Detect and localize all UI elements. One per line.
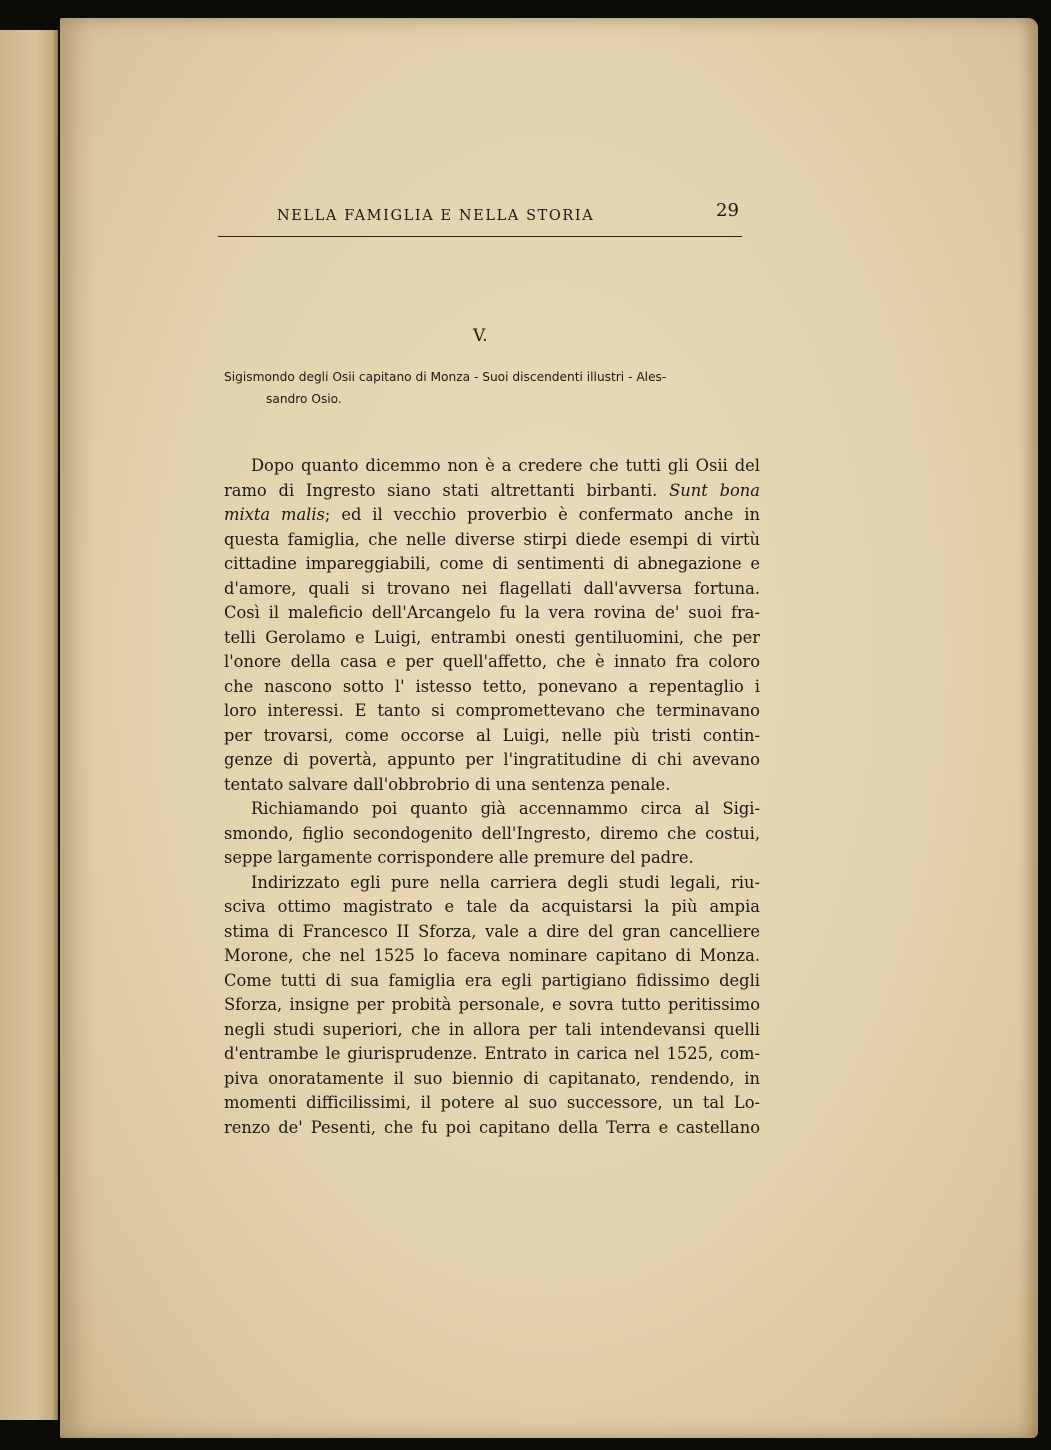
- body-text: [224, 454, 760, 1140]
- text-run: ; ed il vecchio proverbio è confermato anche in: [324, 505, 760, 524]
- text-line: che nascono sotto l' istesso tetto, ponevano a repentaglio i: [224, 676, 760, 696]
- text-line: d'amore, quali si trovano nei flagellati dall'avversa fortuna.: [224, 578, 760, 598]
- text-line: tentato salvare dall'obbrobrio di una sentenza penale.: [224, 774, 671, 794]
- text-line: Come tutti di sua famiglia era egli partigiano fidissimo degli: [224, 970, 760, 990]
- text-line: telli Gerolamo e Luigi, entrambi onesti gentiluomini, che per: [224, 627, 760, 647]
- chapter-summary-line: Sigismondo degli Osii capitano di Monza - Suoi discendenti illustri - Ales-: [224, 370, 667, 384]
- text-line: stima di Francesco II Sforza, vale a dire del gran cancelliere: [224, 921, 760, 941]
- text-line: [224, 503, 760, 528]
- text-line: Morone, che nel 1525 lo faceva nominare capitano di Monza.: [224, 946, 760, 965]
- text-line: Così il maleficio dell'Arcangelo fu la vera rovina de' suoi fra-: [224, 603, 760, 622]
- text-line: loro interessi. E tanto si compromettevano che terminavano: [224, 701, 760, 720]
- text-line: Indirizzato egli pure nella carriera degli studi legali, riu-: [251, 872, 760, 892]
- latin-phrase: mixta malis: [224, 505, 325, 524]
- text-line: seppe largamente corrispondere alle premure del padre.: [224, 848, 694, 867]
- latin-phrase: Sunt bona: [669, 480, 760, 500]
- page-edge-shadow: [1018, 18, 1038, 1438]
- left-page-edge: [0, 30, 58, 1420]
- text-line: per trovarsi, come occorse al Luigi, nelle più tristi contin-: [224, 725, 760, 745]
- header-rule: [218, 236, 742, 237]
- text-line: Richiamando poi quanto già accennammo circa al Sigi-: [251, 799, 760, 818]
- chapter-number: V.: [473, 326, 488, 346]
- text-line: renzo de' Pesenti, che fu poi capitano della Terra e castellano: [224, 1117, 760, 1137]
- running-head-title: NELLA FAMIGLIA E NELLA STORIA: [277, 208, 595, 224]
- text-line: sciva ottimo magistrato e tale da acquistarsi la più ampia: [224, 897, 760, 916]
- text-line: l'onore della casa e per quell'affetto, che è innato fra coloro: [224, 652, 760, 671]
- page-number: 29: [716, 200, 739, 221]
- text-line: momenti difficilissimi, il potere al suo successore, un tal Lo-: [224, 1093, 760, 1112]
- text-line: genze di povertà, appunto per l'ingratitudine di chi avevano: [224, 750, 760, 769]
- text-line: cittadine impareggiabili, come di sentimenti di abnegazione e: [224, 554, 760, 573]
- chapter-summary: [224, 366, 752, 410]
- text-line: Sforza, insigne per probità personale, e sovra tutto peritissimo: [224, 995, 760, 1014]
- text-line: questa famiglia, che nelle diverse stirpi diede esempi di virtù: [224, 529, 760, 549]
- text-line: negli studi superiori, che in allora per tali intendevansi quelli: [224, 1019, 760, 1039]
- text-line: Dopo quanto dicemmo non è a credere che tutti gli Osii del: [251, 456, 760, 475]
- text-run: ramo di Ingresto siano stati altrettanti birbanti.: [224, 480, 658, 500]
- chapter-summary-line: sandro Osio.: [266, 392, 342, 406]
- text-line: [224, 479, 760, 504]
- text-line: d'entrambe le giurisprudenze. Entrato in carica nel 1525, com-: [224, 1044, 760, 1063]
- text-line: smondo, figlio secondogenito dell'Ingresto, diremo che costui,: [224, 823, 760, 843]
- text-line: piva onoratamente il suo biennio di capitanato, rendendo, in: [224, 1068, 760, 1088]
